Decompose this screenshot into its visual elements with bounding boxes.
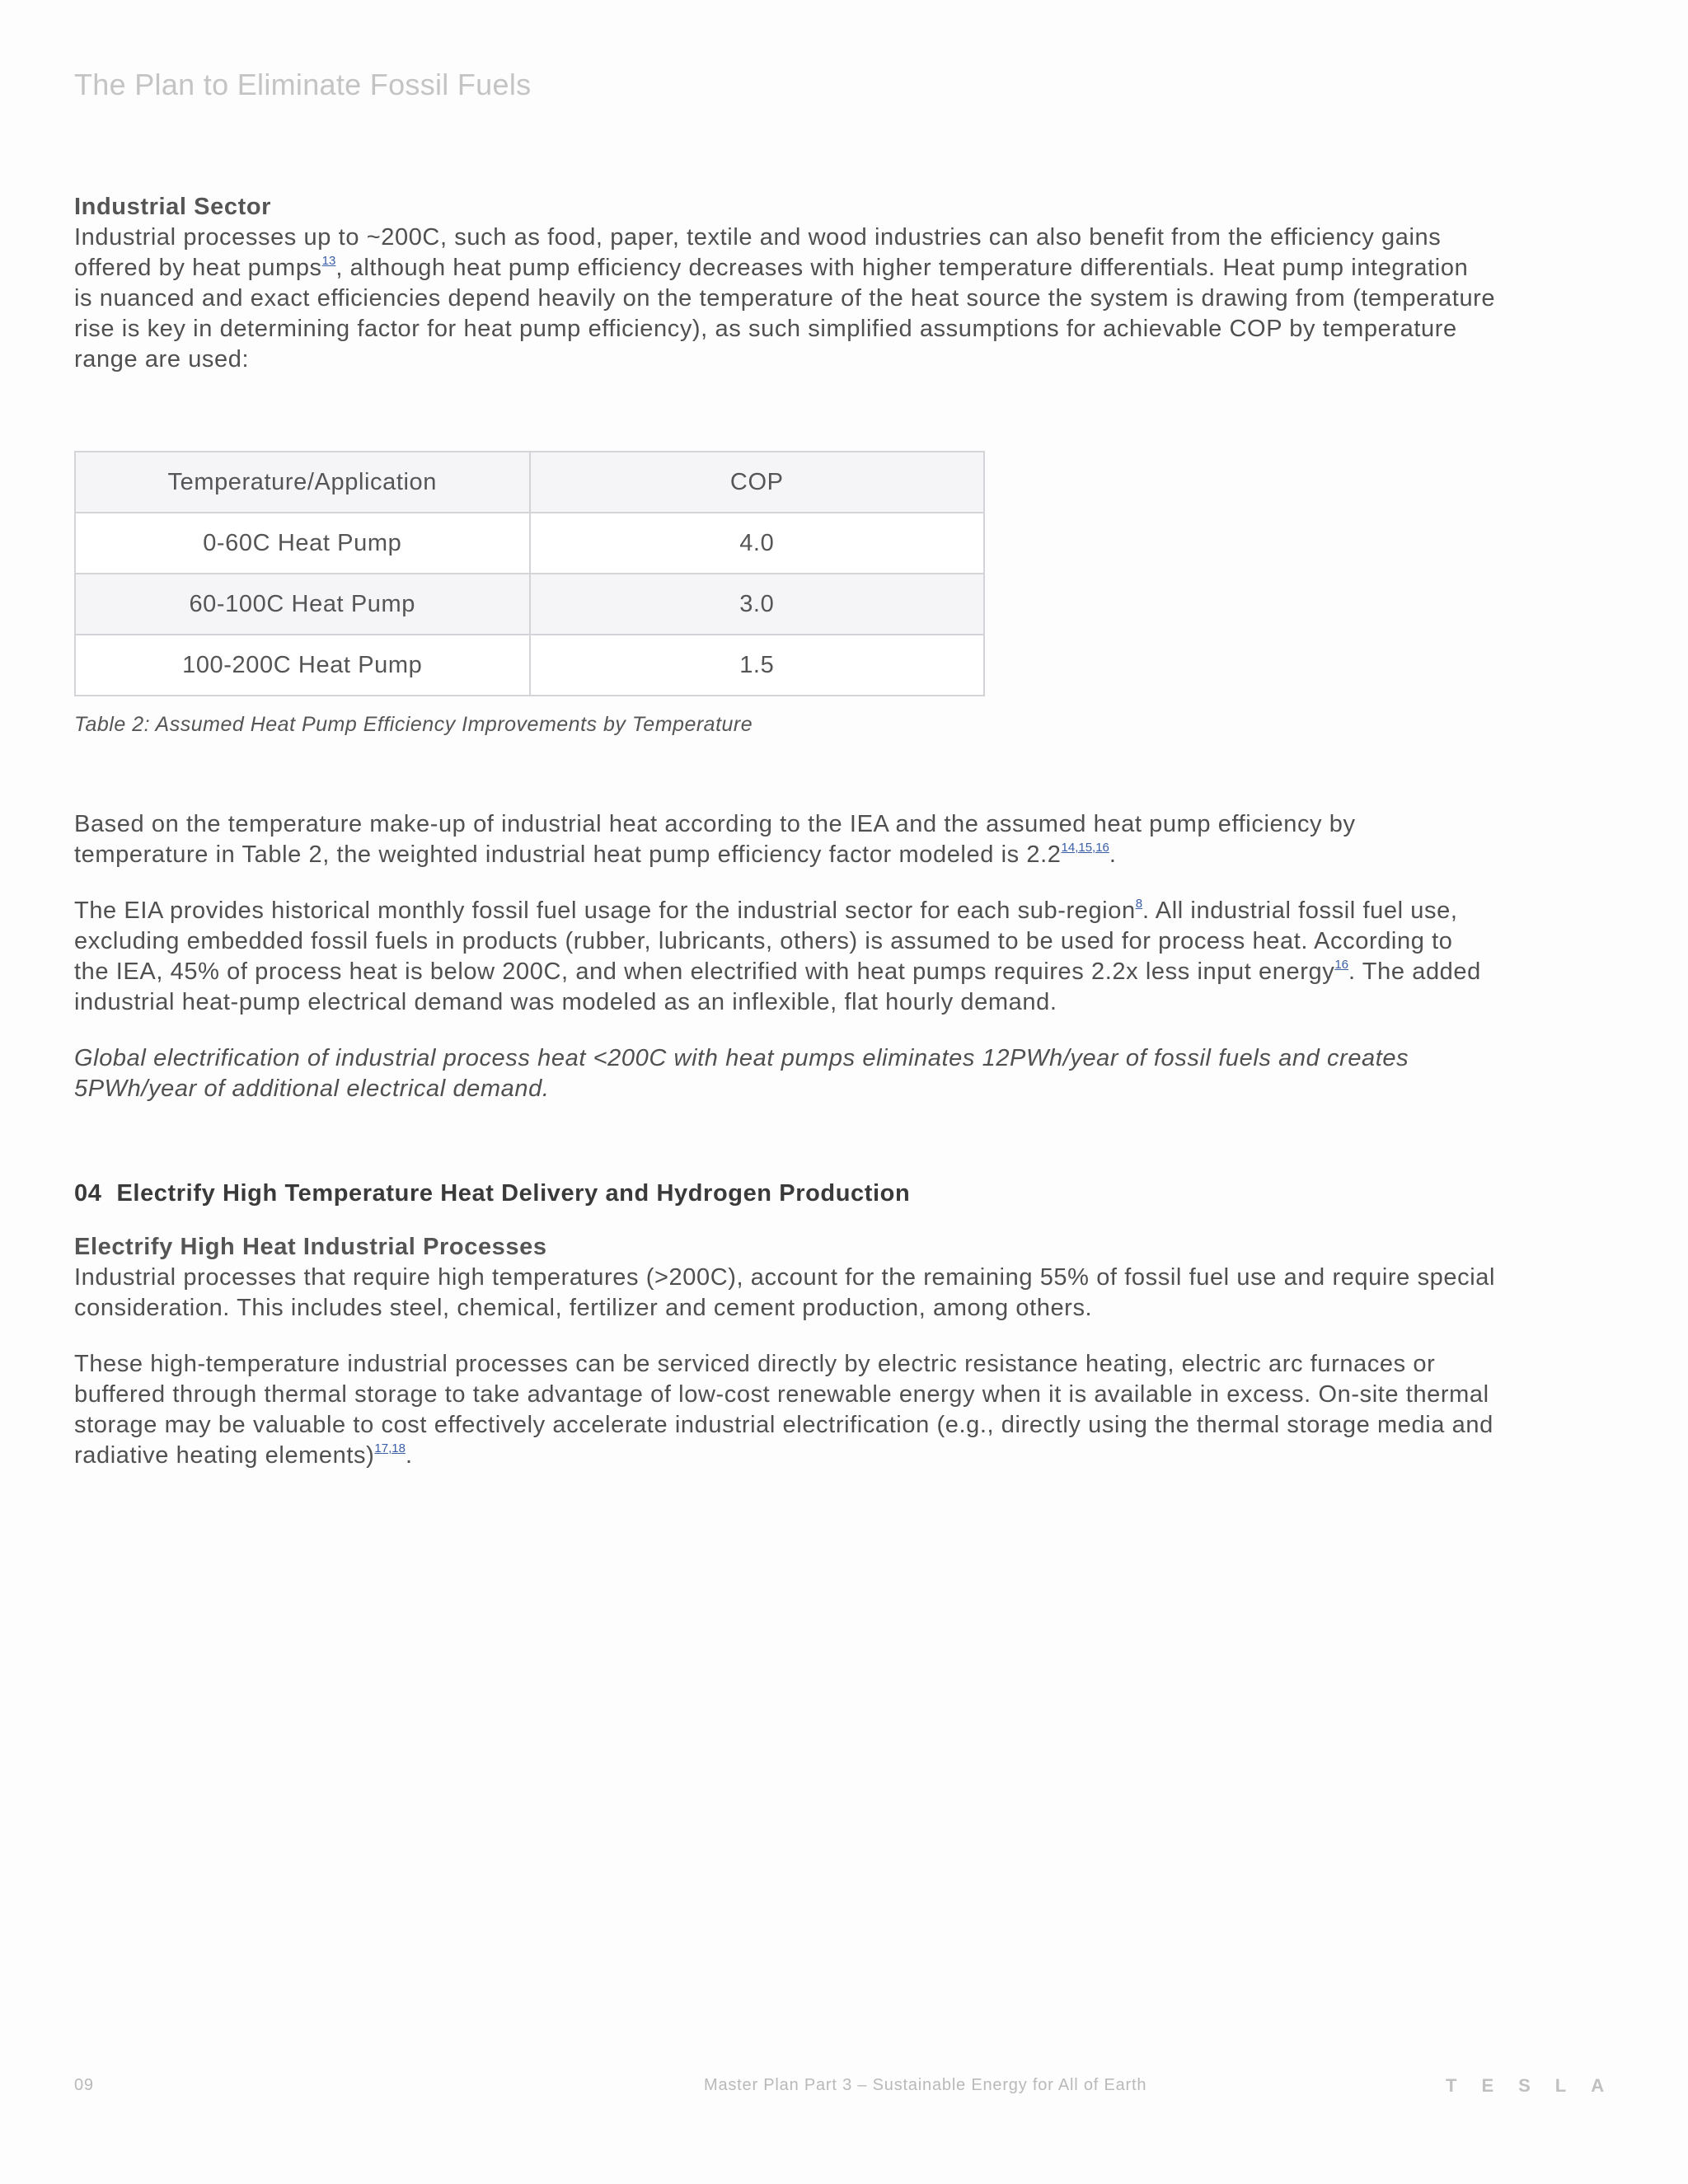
high-heat-heading: Electrify High Heat Industrial Processes [74, 1234, 547, 1260]
section-heading [74, 1180, 1624, 1207]
text-line: buffered through thermal storage to take advantage of low-cost renewable energy when it is available in excess. On-site thermal [74, 1381, 1489, 1408]
text-line: Global electrification of industrial process heat <200C with heat pumps eliminates 12PWh/year of fossil fuels and creates [74, 1045, 1409, 1071]
text-line: excluding embedded fossil fuels in products (rubber, lubricants, others) is assumed to be used for process heat. According to [74, 928, 1453, 954]
footnote-link[interactable]: 13 [321, 254, 336, 268]
text-line: Based on the temperature make-up of industrial heat according to the IEA and the assumed heat pump efficiency by [74, 811, 1356, 837]
thermal-storage-paragraph [74, 1349, 1624, 1471]
table-cell: 4.0 [530, 513, 985, 574]
eia-paragraph [74, 896, 1624, 1018]
text-line [74, 896, 1624, 926]
footer-doc-title: Master Plan Part 3 – Sustainable Energy for All of Earth [704, 2076, 1147, 2094]
footnote-link[interactable]: 16 [1334, 958, 1348, 972]
text-line: storage may be valuable to cost effectively accelerate industrial electrification (e.g., directly using the thermal storage media and [74, 1412, 1493, 1438]
industrial-sector-paragraph [74, 192, 1624, 375]
footnote-link[interactable]: 17,18 [374, 1441, 406, 1455]
text-line [74, 253, 1624, 284]
footnote-link[interactable]: 8 [1135, 897, 1143, 911]
table-cell: 1.5 [530, 635, 985, 696]
text-line [74, 1441, 1624, 1471]
text-span: the IEA, 45% of process heat is below 200C, and when electrified with heat pumps requires 2.2x less input energy [74, 958, 1335, 985]
text-line: consideration. This includes steel, chemical, fertilizer and cement production, among others. [74, 1295, 1093, 1321]
table-cell: 3.0 [530, 574, 985, 635]
text-line: rise is key in determining factor for heat pump efficiency), as such simplified assumptions for achievable COP by temperature [74, 316, 1457, 342]
text-line: These high-temperature industrial processes can be serviced directly by electric resistance heating, electric arc furnaces or [74, 1351, 1436, 1377]
table-row [75, 635, 984, 696]
text-span: offered by heat pumps [74, 255, 322, 281]
tesla-logo: TESLA [1446, 2075, 1629, 2096]
summary-paragraph [74, 1043, 1624, 1104]
high-heat-paragraph [74, 1232, 1624, 1324]
text-span: The EIA provides historical monthly fossil fuel usage for the industrial sector for each sub-region [74, 898, 1136, 924]
text-line: Industrial processes up to ~200C, such as food, paper, textile and wood industries can also benefit from the efficiency gains [74, 224, 1442, 251]
section-number: 04 [74, 1180, 102, 1207]
text-span: . All industrial fossil fuel use, [1142, 898, 1458, 924]
efficiency-factor-paragraph [74, 809, 1624, 870]
page-header-title: The Plan to Eliminate Fossil Fuels [74, 68, 532, 101]
table-caption: Table 2: Assumed Heat Pump Efficiency Improvements by Temperature [74, 713, 753, 736]
table-cell: 100-200C Heat Pump [75, 635, 530, 696]
column-header-cop: COP [530, 452, 985, 513]
industrial-sector-heading: Industrial Sector [74, 194, 272, 220]
text-line: 5PWh/year of additional electrical demand. [74, 1076, 550, 1102]
text-line: range are used: [74, 346, 250, 373]
text-line [74, 840, 1624, 870]
text-line: is nuanced and exact efficiencies depend heavily on the temperature of the heat source the system is drawing from (temperature [74, 285, 1496, 312]
table-row [75, 513, 984, 574]
text-span: . [1109, 841, 1117, 868]
text-line: industrial heat-pump electrical demand was modeled as an inflexible, flat hourly demand. [74, 989, 1057, 1015]
text-span: . The added [1348, 958, 1481, 985]
text-line: Industrial processes that require high temperatures (>200C), account for the remaining 55% of fossil fuel use and require special [74, 1264, 1496, 1291]
footnote-link[interactable]: 14,15,16 [1061, 841, 1109, 855]
cop-table [74, 451, 985, 696]
page-content [74, 192, 1624, 1471]
table-cell: 0-60C Heat Pump [75, 513, 530, 574]
footer-page-number: 09 [74, 2076, 94, 2094]
table-row [75, 574, 984, 635]
table-header-row [75, 452, 984, 513]
section-title: Electrify High Temperature Heat Delivery and Hydrogen Production [116, 1180, 911, 1207]
table-cell: 60-100C Heat Pump [75, 574, 530, 635]
text-line [74, 957, 1624, 987]
text-span: radiative heating elements) [74, 1442, 375, 1469]
text-span: temperature in Table 2, the weighted industrial heat pump efficiency factor modeled is 2.2 [74, 841, 1062, 868]
column-header-temperature: Temperature/Application [75, 452, 530, 513]
text-span: . [405, 1442, 413, 1469]
text-span: , although heat pump efficiency decreases with higher temperature differentials. Heat pump integration [335, 255, 1469, 281]
